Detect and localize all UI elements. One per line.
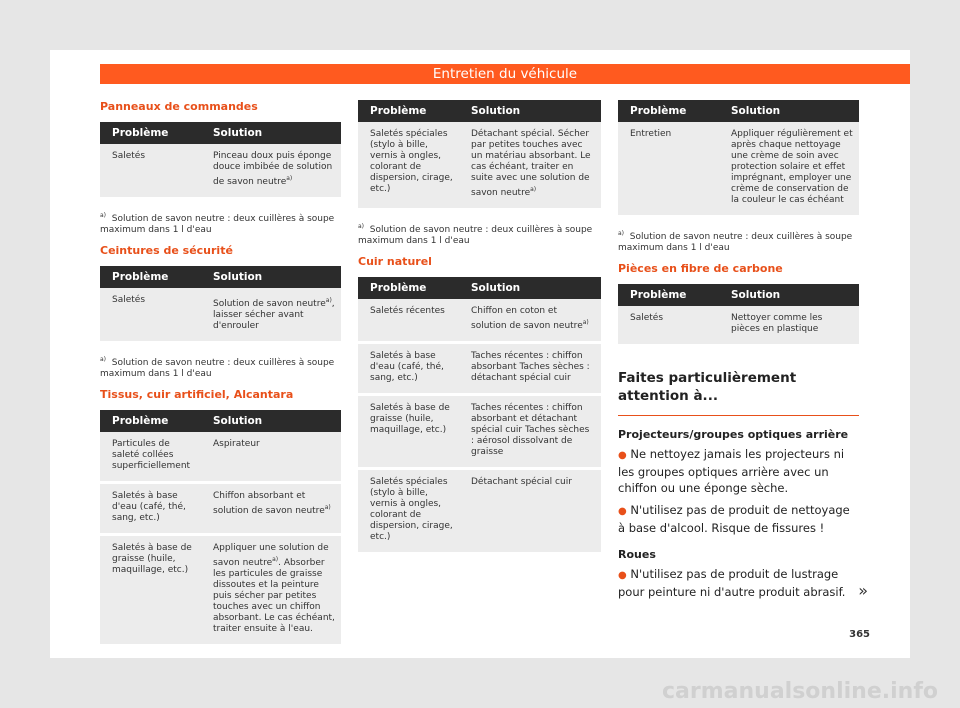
cell-solution: Appliquer régulièrement et après chaque nettoyage une crème de soin avec protection solaire et effet imprégnant, employer une crème de conservation de la couleur le cas échéant	[719, 122, 859, 217]
cell-problem: Saletés	[618, 306, 719, 346]
table-ceintures	[100, 266, 341, 344]
table-row	[358, 343, 601, 395]
table-entretien-cuir	[618, 100, 859, 218]
th-problem: Problème	[100, 122, 201, 144]
bullet-text: Ne nettoyez jamais les projecteurs ni les groupes optiques arrière avec un chiffon ou une éponge sèche.	[618, 447, 845, 495]
bullet-icon: ●	[618, 506, 627, 517]
cell-problem: Saletés à base d'eau (café, thé, sang, etc.)	[358, 343, 459, 395]
footnote	[618, 228, 859, 254]
th-solution: Solution	[719, 284, 859, 306]
footnote-ref: a)	[324, 504, 331, 511]
footnote-mark: a)	[100, 212, 107, 219]
cell-problem: Saletés spéciales (stylo à bille, vernis à ongles, colorant de dispersion, cirage, etc.)	[358, 469, 459, 554]
th-problem: Problème	[618, 100, 719, 122]
page-number: 365	[849, 629, 870, 640]
th-solution: Solution	[201, 410, 341, 432]
column-1	[100, 100, 341, 647]
footnote-ref: a)	[272, 556, 279, 563]
cell-problem: Saletés à base d'eau (café, thé, sang, etc.)	[100, 483, 201, 535]
cell-problem: Saletés	[100, 288, 201, 343]
cell-solution-text: . Absorber les particules de graisse dissoutes et la peinture puis sécher par petites touches avec un chiffon absorbant. Le cas échéant, traiter ensuite à l'eau.	[213, 558, 335, 634]
table-row	[100, 432, 341, 483]
table-carbone	[618, 284, 859, 347]
table-row	[100, 535, 341, 646]
subheading-projecteurs: Projecteurs/groupes optiques arrière	[618, 428, 849, 441]
footnote-mark: a)	[100, 356, 107, 363]
footnote-text: Solution de savon neutre : deux cuillères à soupe maximum dans 1 l d'eau	[100, 214, 335, 235]
cell-solution-text: , laisser sécher avant d'enrouler	[213, 299, 335, 331]
table-row	[618, 122, 859, 217]
bullet-icon: ●	[618, 570, 627, 581]
bullet-item	[618, 566, 859, 600]
section-title-cuir-naturel: Cuir naturel	[358, 255, 432, 268]
footnote-ref: a)	[530, 186, 537, 193]
table-saletes-speciales	[358, 100, 601, 211]
footnote	[100, 210, 341, 236]
table-panneaux	[100, 122, 341, 200]
footnote-mark: a)	[618, 230, 625, 237]
page-header-title: Entretien du véhicule	[100, 64, 910, 84]
cell-solution: Détachant spécial cuir	[459, 469, 601, 554]
attention-heading: Faites particulièrement attention à...	[618, 369, 859, 416]
bullet-text: N'utilisez pas de produit de nettoyage à base d'alcool. Risque de fissures !	[618, 503, 850, 535]
cell-solution	[459, 299, 601, 343]
cell-problem: Saletés	[100, 144, 201, 199]
cell-solution: Taches récentes : chiffon absorbant Taches sèches : détachant spécial cuir	[459, 343, 601, 395]
table-tissus	[100, 410, 341, 647]
section-title-carbone: Pièces en fibre de carbone	[618, 262, 783, 275]
cell-problem: Saletés spéciales (stylo à bille, vernis à ongles, colorant de dispersion, cirage, etc.)	[358, 122, 459, 210]
table-row	[358, 122, 601, 210]
th-solution: Solution	[201, 122, 341, 144]
th-problem: Problème	[100, 410, 201, 432]
section-title-ceintures: Ceintures de sécurité	[100, 244, 233, 257]
th-problem: Problème	[618, 284, 719, 306]
column-3	[618, 100, 859, 606]
cell-solution	[459, 122, 601, 210]
th-problem: Problème	[358, 277, 459, 299]
table-row	[100, 288, 341, 343]
bullet-item	[618, 502, 859, 536]
th-solution: Solution	[459, 100, 601, 122]
th-solution: Solution	[459, 277, 601, 299]
section-title-tissus: Tissus, cuir artificiel, Alcantara	[100, 388, 294, 401]
manual-page	[50, 50, 910, 658]
cell-solution	[201, 483, 341, 535]
cell-solution-text: Pinceau doux puis éponge douce imbibée de solution de savon neutre	[213, 151, 333, 187]
footnote	[358, 221, 601, 247]
footnote-ref: a)	[286, 175, 293, 182]
subheading-roues: Roues	[618, 548, 656, 561]
cell-solution-text: Détachant spécial. Sécher par petites touches avec un matériau absorbant. Le cas échéant, traiter en suite avec une solution de savon neutre	[471, 129, 591, 198]
th-problem: Problème	[100, 266, 201, 288]
cell-solution-text: Solution de savon neutre	[213, 299, 326, 309]
table-cuir-naturel	[358, 277, 601, 555]
table-row	[358, 469, 601, 554]
footnote-mark: a)	[358, 223, 365, 230]
cell-problem: Particules de saleté collées superficiellement	[100, 432, 201, 483]
cell-solution-text: Chiffon en coton et solution de savon neutre	[471, 306, 583, 331]
cell-problem: Saletés à base de graisse (huile, maquillage, etc.)	[100, 535, 201, 646]
th-problem: Problème	[358, 100, 459, 122]
watermark-logo: carmanualsonline.info	[662, 679, 938, 704]
cell-solution: Aspirateur	[201, 432, 341, 483]
cell-solution	[201, 144, 341, 199]
table-row	[100, 483, 341, 535]
footnote-text: Solution de savon neutre : deux cuillères à soupe maximum dans 1 l d'eau	[100, 358, 335, 379]
th-solution: Solution	[201, 266, 341, 288]
cell-solution-text: Appliquer une solution de savon neutre	[213, 543, 329, 568]
cell-solution	[201, 288, 341, 343]
cell-problem: Saletés récentes	[358, 299, 459, 343]
cell-problem: Saletés à base de graisse (huile, maquillage, etc.)	[358, 395, 459, 469]
table-row	[100, 144, 341, 199]
footnote-ref: a)	[325, 297, 332, 304]
footnote-text: Solution de savon neutre : deux cuillères à soupe maximum dans 1 l d'eau	[358, 225, 593, 246]
cell-solution: Taches récentes : chiffon absorbant et détachant spécial cuir Taches sèches : aérosol dissolvant de graisse	[459, 395, 601, 469]
bullet-item	[618, 446, 859, 496]
section-title-panneaux: Panneaux de commandes	[100, 100, 258, 113]
bullet-icon: ●	[618, 450, 627, 461]
column-2	[358, 100, 601, 555]
cell-solution: Nettoyer comme les pièces en plastique	[719, 306, 859, 346]
cell-problem: Entretien	[618, 122, 719, 217]
th-solution: Solution	[719, 100, 859, 122]
footnote-text: Solution de savon neutre : deux cuillères à soupe maximum dans 1 l d'eau	[618, 232, 853, 253]
table-row	[358, 299, 601, 343]
footnote-ref: a)	[582, 319, 589, 326]
cell-solution	[201, 535, 341, 646]
table-row	[358, 395, 601, 469]
bullet-text: N'utilisez pas de produit de lustrage pour peinture ni d'autre produit abrasif.	[618, 567, 846, 599]
next-page-arrow-icon: »	[858, 581, 868, 600]
footnote	[100, 354, 341, 380]
cell-solution-text: Chiffon absorbant et solution de savon neutre	[213, 491, 325, 516]
table-row	[618, 306, 859, 346]
